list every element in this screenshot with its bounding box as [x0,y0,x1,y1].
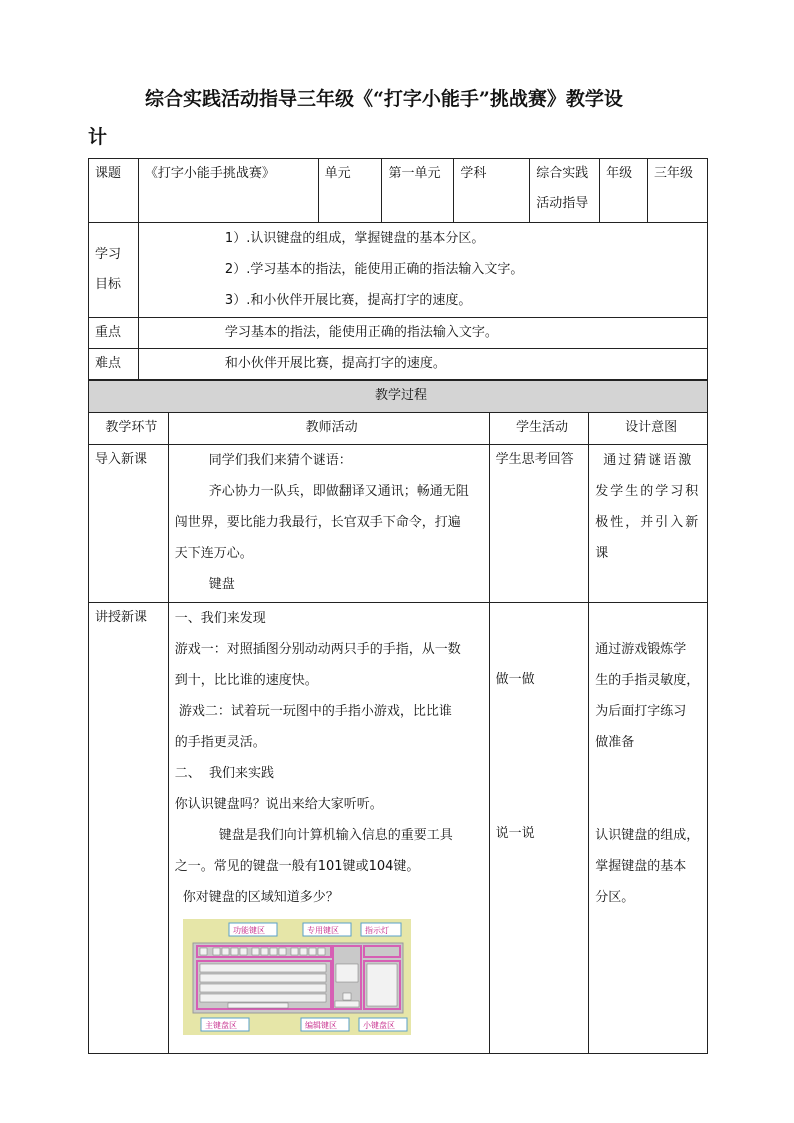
course-value: 《打字小能手挑战赛》 [138,159,318,223]
subject-value-line: 活动指导 [536,196,589,211]
teacher-line: 齐心协力一队兵，即做翻译又通讯；畅通无阻 [208,484,469,499]
intent-line: 发学生的学习积 [595,484,701,499]
keyboard-illustration [183,919,411,1035]
intro-student: 学生思考回答 [489,445,589,603]
goals-label-line: 学习 [95,247,122,262]
subject-value-line: 综合实践 [536,166,589,181]
difficulty-text: 和小伙伴开展比赛，提高打字的速度。 [138,349,707,380]
edit-zone-label: 编辑键区 [304,1021,337,1030]
key [240,948,247,955]
teacher-line: 天下连万心。 [174,546,253,561]
goal-item: 2）.学习基本的指法，能使用正确的指法输入文字。 [224,262,524,277]
lecture-teacher [168,603,489,1054]
key [231,948,238,955]
teacher-line: 的手指更灵活。 [174,735,266,750]
keyboard-diagram [183,919,489,1047]
title-line-1: 综合实践活动指导三年级《“打字小能手”挑战赛》教学设 [145,88,623,110]
intro-teacher [168,445,489,603]
goal-item: 1）.认识键盘的组成，掌握键盘的基本分区。 [224,231,485,246]
process-header: 教学过程 [89,381,708,413]
goal-item: 3）.和小伙伴开展比赛，提高打字的速度。 [224,293,472,308]
key [222,948,229,955]
key-row [200,974,326,982]
info-table [88,158,708,380]
key [200,948,207,955]
key [291,948,298,955]
intent-line: 认识键盘的组成， [595,828,700,843]
key [270,948,277,955]
intent-line: 掌握键盘的基本 [595,859,687,874]
indicator-label: 指示灯 [364,926,389,935]
key-row [200,964,326,972]
key-row [200,984,326,992]
student-activity: 说一说 [495,826,535,841]
document-title [88,80,708,156]
teacher-line: 你对键盘的区域知道多少？ [182,890,339,905]
intro-intent [589,445,708,603]
column-header: 教师活动 [168,413,489,445]
teacher-line: 到十，比比谁的速度快。 [174,673,318,688]
teacher-line: 游戏一：对照插图分别动动两只手的手指，从一数 [174,642,461,657]
key [261,948,268,955]
intent-line: 极性，并引入新 [595,515,701,530]
key [252,948,259,955]
space-key [228,1003,288,1008]
goals-label-line: 目标 [95,277,122,292]
title-line-2: 计 [88,126,108,148]
special-zone-label: 专用键区 [306,926,339,935]
goals-label [89,223,139,318]
teacher-line: 游戏二：试着玩一玩图中的手指小游戏，比比谁 [174,704,452,719]
teacher-line: 你认识键盘吗？说出来给大家听听。 [174,797,383,812]
student-activity: 做一做 [495,672,535,687]
grade-label: 年级 [600,159,648,223]
teacher-line: 同学们我们来猜个谜语： [208,453,352,468]
function-zone-label: 功能键区 [232,926,265,935]
process-table [88,380,708,1054]
unit-label: 单元 [318,159,382,223]
subject-value [530,159,600,223]
teacher-line: 闯世界，要比能力我最行，长官双手下命令，打遍 [174,515,461,530]
numpad-keys [367,964,397,1006]
lecture-intent [589,603,708,1054]
arrow-keys [335,1001,359,1007]
column-header: 设计意图 [589,413,708,445]
key [309,948,316,955]
goals-list [138,223,707,318]
key-row [200,994,326,1002]
teacher-line: 二、 我们来实践 [174,766,275,781]
intent-line: 做准备 [595,735,635,750]
column-header: 学生活动 [489,413,589,445]
numpad-zone-label: 小键盘区 [362,1021,395,1030]
main-zone-label: 主键盘区 [204,1021,237,1030]
unit-value: 第一单元 [382,159,454,223]
difficulty-label: 难点 [89,349,139,380]
lecture-stage: 讲授新课 [89,603,169,1054]
arrow-key [343,993,351,1000]
intent-line: 生的手指灵敏度， [595,673,700,688]
teacher-line: 键盘 [208,577,235,592]
grade-value: 三年级 [648,159,708,223]
key [300,948,307,955]
key [279,948,286,955]
intro-stage: 导入新课 [89,445,169,603]
teacher-line: 之一。常见的键盘一般有101键或104键。 [174,859,420,874]
lecture-student [489,603,589,1054]
focus-text: 学习基本的指法，能使用正确的指法输入文字。 [138,318,707,349]
intent-line: 为后面打字练习 [595,704,687,719]
edit-keys [336,964,358,982]
key [213,948,220,955]
subject-label: 学科 [454,159,530,223]
intent-line: 分区。 [595,890,635,905]
intent-line: 通过游戏锻炼学 [595,642,687,657]
key [318,948,325,955]
teacher-line: 键盘是我们向计算机输入信息的重要工具 [218,828,453,843]
course-label: 课题 [89,159,139,223]
teacher-line: 一、我们来发现 [174,611,266,626]
intent-line: 课 [595,546,611,561]
column-header: 教学环节 [89,413,169,445]
focus-label: 重点 [89,318,139,349]
intent-line: 通过猜谜语激 [603,453,694,468]
